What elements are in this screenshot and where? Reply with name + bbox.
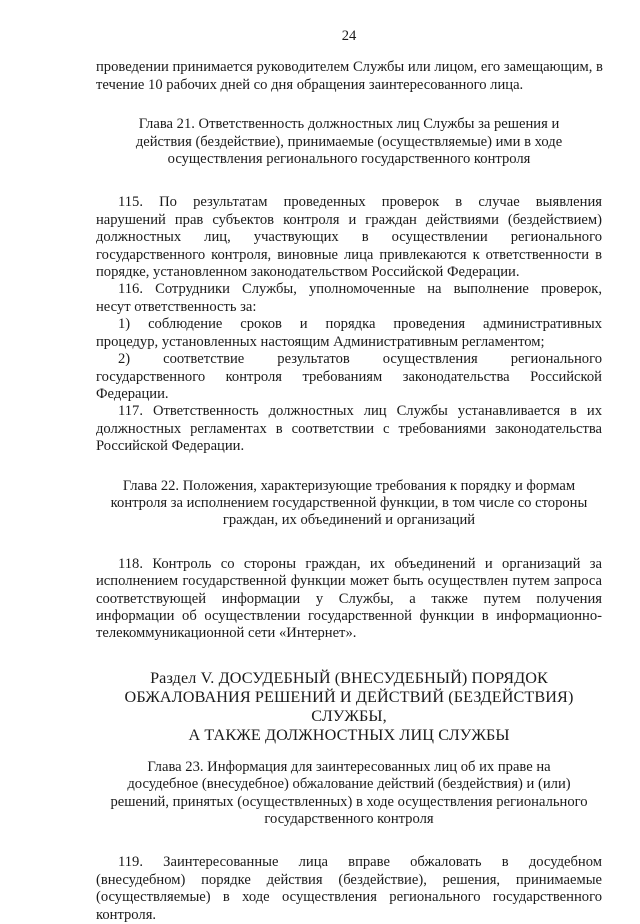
heading-line: Глава 21. Ответственность должностных лиц Службы за решения и [138,116,560,133]
text-line: нарушений прав субъектов контроля и граждан действиями (бездействием) [96,211,602,228]
text-line: Российской Федерации. [96,438,245,455]
text-line: Федерации. [96,385,169,402]
heading-line: граждан, их объединений и организаций [222,512,476,529]
text-line: течение 10 рабочих дней со дня обращения заинтересованного лица. [96,76,524,93]
text-line: должностных регламентах в соответствии с требованиями законодательства [96,420,602,437]
paragraph-116-item-2 [96,351,602,403]
heading-line: государственного контроля [264,811,434,827]
text-line: должностных лиц, участвующих в осуществлении регионального [96,229,602,246]
text-line: телекоммуникационной сети «Интернет». [96,625,357,642]
text-line: порядке, установленном законодательством Российской Федерации. [96,264,520,281]
page-number: 24 [341,28,357,44]
chapter-23-heading [96,759,602,829]
text-line: исполнением государственной функции может быть осуществлен путем запроса [96,573,602,590]
heading-line: Глава 23. Информация для заинтересованных лиц об их праве на [147,758,551,775]
text-line: государственного контроля, виновные лица привлекаются к ответственности в [96,246,602,263]
heading-line: Глава 22. Положения, характеризующие требования к порядку и формам [122,477,576,494]
heading-line: Раздел V. ДОСУДЕБНЫЙ (ВНЕСУДЕБНЫЙ) ПОРЯДОК [150,668,548,687]
text-line: государственного контроля требованиям законодательства Российской [96,368,602,385]
paragraph-117 [96,403,602,455]
text-line: соответствующей информации у Службы, а также путем получения [96,590,602,607]
text-line: 2) соответствие результатов осуществления регионального [118,351,602,368]
heading-line: досудебное (внесудебное) обжалование действий (бездействия) и (или) [127,776,571,793]
heading-line: ОБЖАЛОВАНИЯ РЕШЕНИЙ И ДЕЙСТВИЙ (БЕЗДЕЙСТВИЯ) СЛУЖБЫ, [124,687,574,725]
text-line: 115. По результатам проведенных проверок в случае выявления [118,194,602,211]
text-line: 117. Ответственность должностных лиц Службы устанавливается в их [118,403,602,420]
text-line: 1) соблюдение сроков и порядка проведения административных [118,316,602,333]
paragraph-116 [96,281,602,316]
text-line: контроля. [96,906,157,923]
section-5-heading [96,669,602,745]
text-line: несут ответственность за: [96,298,257,315]
text-line: процедур, установленных настоящим Административным регламентом; [96,333,545,350]
chapter-21-heading [96,116,602,168]
text-line: (осуществляемые) в ходе осуществления регионального государственного [96,889,602,906]
heading-line: контроля за исполнением государственной функции, в том числе со стороны [110,494,588,511]
paragraph-119 [96,854,602,924]
text-line: 118. Контроль со стороны граждан, их объединений и организаций за [118,555,602,572]
paragraph-115 [96,194,602,281]
text-line: 116. Сотрудники Службы, уполномоченные на выполнение проверок, [118,281,602,298]
text-line: проведении принимается руководителем Службы или лицом, его замещающим, в [96,59,603,76]
document-page [96,28,602,924]
paragraph-continuation [96,59,602,94]
heading-line: А ТАКЖЕ ДОЛЖНОСТНЫХ ЛИЦ СЛУЖБЫ [188,725,510,744]
text-line: 119. Заинтересованные лица вправе обжаловать в досудебном [118,854,602,871]
paragraph-118 [96,556,602,643]
heading-line: осуществления регионального государственного контроля [167,151,531,168]
heading-line: действия (бездействие), принимаемые (осуществляемые) ими в ходе [135,133,563,150]
text-line: (внесудебном) порядке действия (бездействие), решения, принимаемые [96,871,602,888]
paragraph-116-item-1 [96,316,602,351]
text-line: информации об осуществлении государственной функции в информационно- [96,607,602,624]
heading-line: решений, принятых (осуществленных) в ходе осуществления регионального [110,793,588,810]
chapter-22-heading [96,478,602,530]
